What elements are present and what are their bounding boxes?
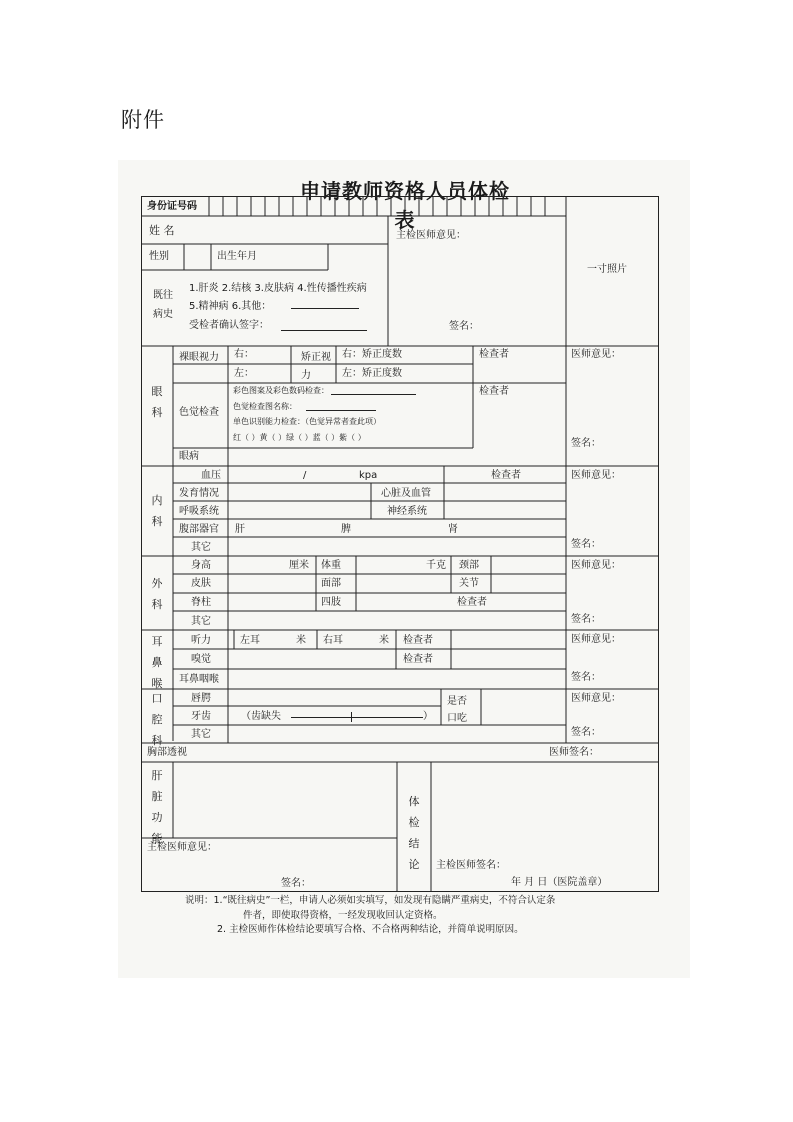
right-corrected-label: 右：矫正度数 bbox=[342, 349, 402, 360]
stutter-label: 是否口吃 bbox=[447, 696, 467, 724]
teeth-close-paren: ） bbox=[423, 711, 433, 722]
right-ear-unit: 米 bbox=[379, 635, 389, 646]
header-signature-label: 签名： bbox=[449, 321, 479, 332]
history-confirm-signature: 受检者确认签字： bbox=[189, 320, 269, 331]
other-blank-line bbox=[291, 308, 359, 309]
internal-doctor-opinion: 医师意见： bbox=[571, 470, 621, 481]
name-label: 姓 名 bbox=[149, 224, 175, 237]
corrected-vision-label: 矫正视力 bbox=[301, 352, 331, 381]
left-ear-label: 左耳 bbox=[240, 635, 260, 646]
left-eye-label: 左： bbox=[234, 368, 254, 379]
chief-opinion-bottom: 主检医师意见： bbox=[147, 842, 217, 853]
eye-examiner-2: 检查者 bbox=[479, 386, 509, 397]
lips-label: 唇腭 bbox=[191, 693, 211, 704]
spine-label: 脊柱 bbox=[191, 597, 211, 608]
nervous-label: 神经系统 bbox=[387, 506, 427, 517]
weight-unit: 千克 bbox=[426, 560, 446, 571]
limbs-label: 四肢 bbox=[321, 597, 341, 608]
internal-other-label: 其它 bbox=[191, 542, 211, 553]
color-line-1: 彩色图案及彩色数码检查： bbox=[233, 386, 329, 395]
smell-label: 嗅觉 bbox=[191, 654, 211, 665]
height-label: 身高 bbox=[191, 560, 211, 571]
liver-label: 肝 bbox=[235, 524, 245, 535]
color-blank-2 bbox=[306, 410, 376, 411]
surgery-doctor-opinion: 医师意见： bbox=[571, 560, 621, 571]
left-ear-unit: 米 bbox=[296, 635, 306, 646]
oral-doctor-opinion: 医师意见： bbox=[571, 693, 621, 704]
missing-teeth-label: （齿缺失 bbox=[241, 711, 281, 722]
kidney-label: 肾 bbox=[448, 524, 458, 535]
form-notes bbox=[185, 894, 645, 938]
skin-label: 皮肤 bbox=[191, 578, 211, 589]
history-label: 既往病史 bbox=[153, 290, 173, 320]
surgery-section-label: 外科 bbox=[151, 577, 163, 611]
oral-other-label: 其它 bbox=[191, 729, 211, 740]
right-eye-label: 右： bbox=[234, 349, 254, 360]
liver-function-label: 肝脏功能 bbox=[151, 769, 163, 845]
oral-signature: 签名： bbox=[571, 727, 601, 738]
development-label: 发育情况 bbox=[179, 488, 219, 499]
bp-slash: / bbox=[303, 470, 307, 481]
smell-examiner: 检查者 bbox=[403, 654, 433, 665]
hearing-label: 听力 bbox=[191, 635, 211, 646]
abdomen-label: 腹部器官 bbox=[179, 524, 219, 535]
color-line-2: 色觉检查图名称： bbox=[233, 402, 297, 411]
surgery-examiner: 检查者 bbox=[457, 597, 487, 608]
bp-label: 血压 bbox=[201, 470, 221, 481]
joints-label: 关节 bbox=[459, 578, 479, 589]
heart-label: 心脏及血管 bbox=[381, 488, 431, 499]
teeth-chart-line bbox=[291, 717, 423, 718]
chief-opinion-label: 主检医师意见： bbox=[396, 230, 466, 241]
eye-section-label: 眼科 bbox=[151, 385, 163, 419]
right-ear-label: 右耳 bbox=[323, 635, 343, 646]
internal-signature: 签名： bbox=[571, 539, 601, 550]
respiratory-label: 呼吸系统 bbox=[179, 506, 219, 517]
conclusion-label: 体检结论 bbox=[408, 795, 420, 871]
bp-unit: kpa bbox=[359, 470, 378, 481]
attachment-label: 附件 bbox=[121, 108, 165, 132]
spleen-label: 脾 bbox=[341, 524, 351, 535]
note-line-2: 件者，即使取得资格，一经发现收回认定资格。 bbox=[243, 909, 443, 921]
photo-placeholder: 一寸照片 bbox=[587, 264, 627, 275]
left-corrected-label: 左：矫正度数 bbox=[342, 368, 402, 379]
gender-label: 性别 bbox=[149, 251, 169, 262]
surgery-other-label: 其它 bbox=[191, 616, 211, 627]
ent-signature: 签名： bbox=[571, 672, 601, 683]
internal-section-label: 内科 bbox=[151, 494, 163, 528]
eye-signature: 签名： bbox=[571, 438, 601, 449]
eye-disease-label: 眼病 bbox=[179, 451, 199, 462]
form-title: 申请教师资格人员体检表 bbox=[300, 179, 510, 232]
oral-section-label: 口腔科 bbox=[151, 692, 163, 747]
neck-label: 颈部 bbox=[459, 560, 479, 571]
hearing-examiner: 检查者 bbox=[403, 635, 433, 646]
color-line-4: 红（ ）黄（ ）绿（ ）蓝（ ）紫（ ） bbox=[233, 433, 366, 442]
eye-examiner-1: 检查者 bbox=[479, 349, 509, 360]
teeth-label: 牙齿 bbox=[191, 711, 211, 722]
color-blank-1 bbox=[331, 394, 416, 395]
date-hospital-seal: 年 月 日（医院盖章） bbox=[511, 877, 608, 888]
naked-vision-label: 裸眼视力 bbox=[179, 352, 219, 363]
surgery-signature: 签名： bbox=[571, 614, 601, 625]
color-check-label: 色觉检查 bbox=[179, 407, 219, 418]
id-number-label: 身份证号码 bbox=[147, 201, 197, 212]
chief-doctor-signature: 主检医师签名： bbox=[436, 860, 506, 871]
chest-doctor-signature: 医师签名： bbox=[549, 747, 599, 758]
color-line-3: 单色识别能力检查：（色觉异常者查此项） bbox=[233, 417, 381, 426]
ent-doctor-opinion: 医师意见： bbox=[571, 634, 621, 645]
physical-exam-form bbox=[141, 196, 659, 892]
note-line-3: 2. 主检医师作体检结论要填写合格、不合格两种结论，并简单说明原因。 bbox=[217, 924, 524, 936]
signature-blank-line bbox=[281, 330, 367, 331]
weight-label: 体重 bbox=[321, 560, 341, 571]
face-label: 面部 bbox=[321, 578, 341, 589]
teeth-chart-divider bbox=[351, 712, 352, 722]
eye-doctor-opinion: 医师意见： bbox=[571, 349, 621, 360]
ent-section-label: 耳鼻喉 bbox=[151, 635, 163, 690]
birth-label: 出生年月 bbox=[217, 251, 257, 262]
history-options-1: 1.肝炎 2.结核 3.皮肤病 4.性传播性疾病 bbox=[189, 283, 367, 294]
height-unit: 厘米 bbox=[289, 560, 309, 571]
chest-xray-label: 胸部透视 bbox=[147, 747, 187, 758]
bottom-signature: 签名： bbox=[281, 878, 311, 889]
history-options-2: 5.精神病 6.其他： bbox=[189, 301, 272, 312]
internal-examiner: 检查者 bbox=[491, 470, 521, 481]
note-line-1: 说明：1.“既往病史”一栏，申请人必须如实填写，如发现有隐瞒严重病史，不符合认定条 bbox=[185, 895, 556, 906]
ent-disease-label: 耳鼻咽喉 bbox=[179, 674, 219, 685]
